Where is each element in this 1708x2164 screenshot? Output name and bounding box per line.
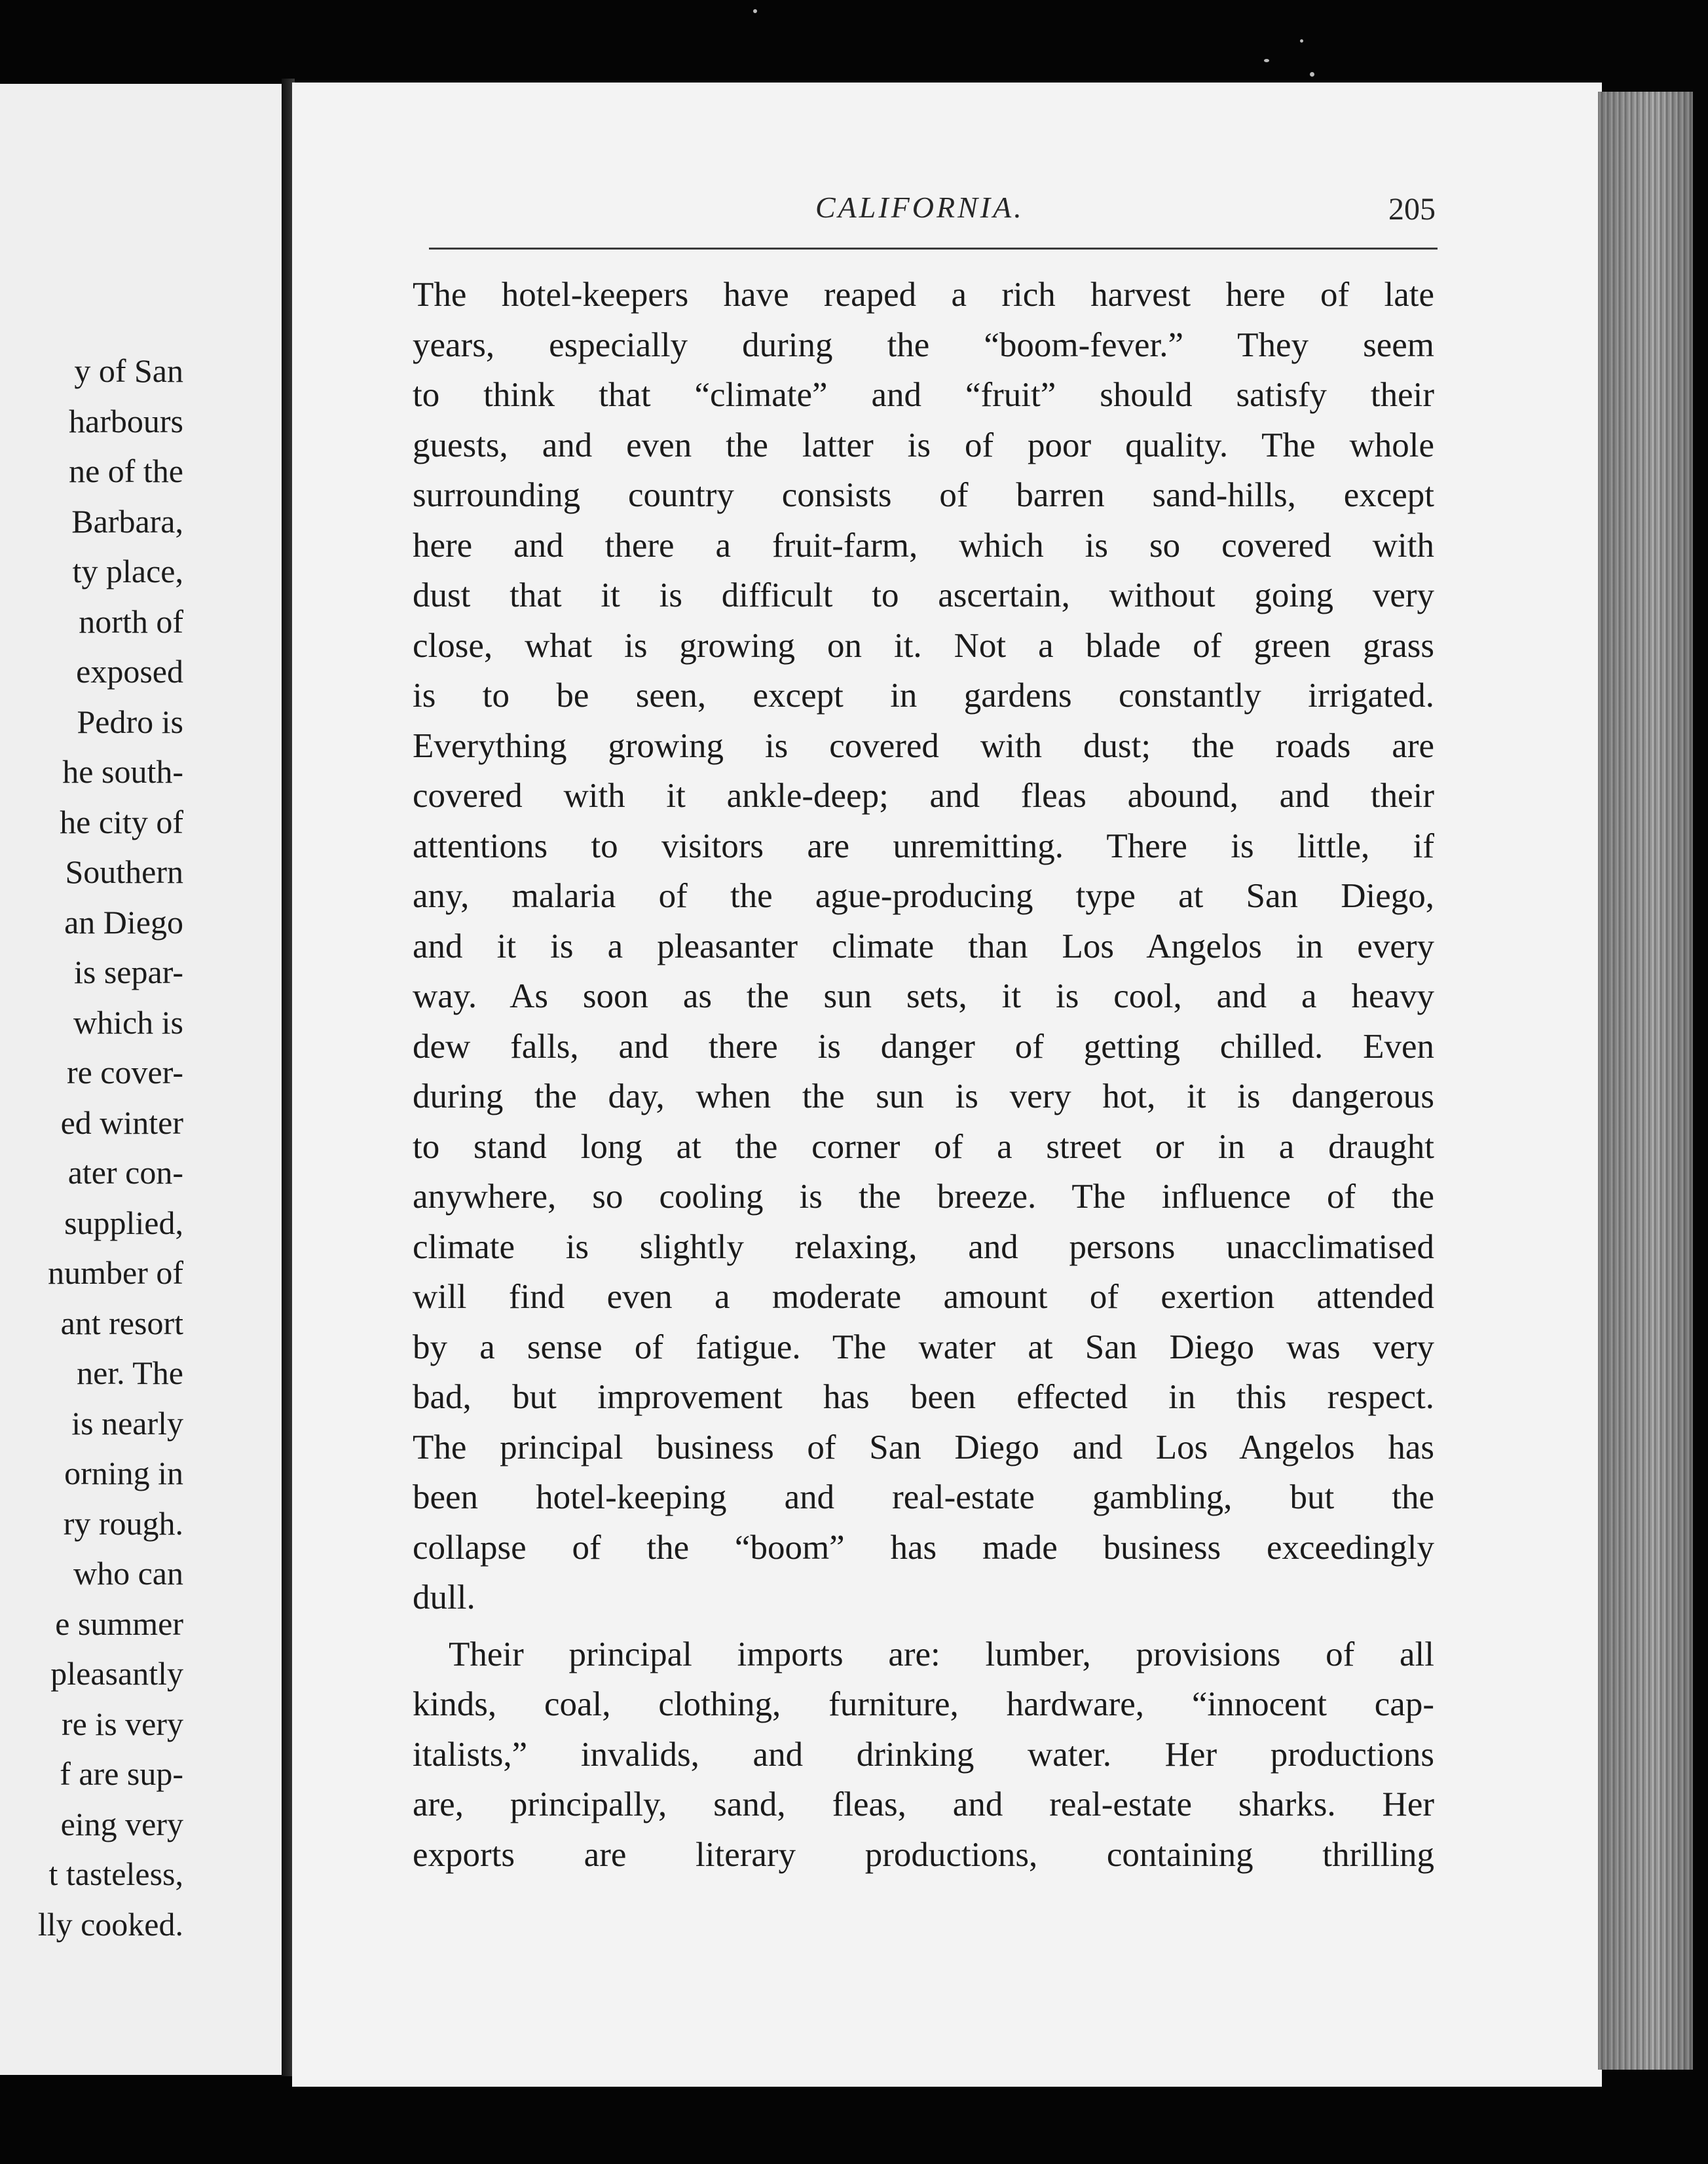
body-text <box>413 270 1434 1880</box>
left-page-line: Southern <box>65 853 183 890</box>
text-line: close, what is growing on it. Not a blade of green grass <box>413 626 1434 665</box>
left-page-line: ant resort <box>60 1304 183 1341</box>
left-page-line: Barbara, <box>71 502 183 540</box>
left-page-line: orning in <box>64 1455 183 1491</box>
left-page-line: north of <box>79 603 183 640</box>
text-line: to think that “climate” and “fruit” should satisfy their <box>413 376 1434 414</box>
left-page-line: Pedro is <box>77 703 183 740</box>
text-line: way. As soon as the sun sets, it is cool, and a heavy <box>413 977 1434 1015</box>
left-page <box>0 84 286 2075</box>
text-line: here and there a fruit-farm, which is so covered with <box>413 526 1434 565</box>
text-line: been hotel-keeping and real-estate gambling, but the <box>413 1478 1434 1516</box>
text-line: bad, but improvement has been effected in this respect. <box>413 1378 1434 1416</box>
text-line: Their principal imports are: lumber, provisions of all <box>449 1635 1434 1673</box>
left-page-line: ty place, <box>72 553 183 589</box>
text-line: dew falls, and there is danger of getting chilled. Even <box>413 1027 1434 1066</box>
text-line: italists,” invalids, and drinking water. Her productions <box>413 1735 1434 1774</box>
left-page-line: is nearly <box>71 1404 183 1442</box>
dust-speck <box>1300 39 1303 43</box>
left-page-line: re cover- <box>66 1054 183 1091</box>
left-page-line: ne of the <box>69 453 183 489</box>
left-page-line: ater con- <box>67 1154 183 1191</box>
dust-speck <box>1264 59 1269 62</box>
page-edges <box>1598 92 1693 2070</box>
text-line: surrounding country consists of barren sand-hills, except <box>413 476 1434 514</box>
dust-speck <box>753 9 757 13</box>
text-line: will find even a moderate amount of exertion attended <box>413 1278 1434 1316</box>
text-line: are, principally, sand, fleas, and real-estate sharks. Her <box>413 1785 1434 1823</box>
left-page-line: e summer <box>55 1605 183 1642</box>
left-page-line: lly cooked. <box>37 1905 183 1943</box>
left-page-line: f are sup- <box>60 1755 183 1792</box>
left-page-line: he south- <box>62 753 183 790</box>
text-line: during the day, when the sun is very hot, it is dangerous <box>413 1077 1434 1115</box>
left-page-line: re is very <box>61 1705 183 1742</box>
left-page-line: eing very <box>60 1805 183 1842</box>
page-number: 205 <box>1388 192 1436 227</box>
left-page-line: y of San <box>74 352 183 389</box>
dust-speck <box>1310 72 1314 77</box>
text-line: guests, and even the latter is of poor quality. The whole <box>413 426 1434 464</box>
left-page-line: harbours <box>69 402 183 439</box>
text-line: collapse of the “boom” has made business exceedingly <box>413 1528 1434 1567</box>
text-line: kinds, coal, clothing, furniture, hardware, “innocent cap- <box>413 1685 1434 1723</box>
left-page-line: pleasantly <box>50 1655 183 1692</box>
text-line: and it is a pleasanter climate than Los Angelos in every <box>413 927 1434 965</box>
text-line: dull. <box>413 1578 475 1616</box>
text-line: any, malaria of the ague-producing type at San Diego, <box>413 877 1434 915</box>
left-page-line: ry rough. <box>63 1504 183 1542</box>
left-page-line: he city of <box>60 803 183 840</box>
text-line: is to be seen, except in gardens constantly irrigated. <box>413 677 1434 715</box>
header-rule <box>429 248 1438 250</box>
text-line: to stand long at the corner of a street or in a draught <box>413 1127 1434 1166</box>
left-page-line: ner. The <box>77 1354 183 1391</box>
left-page-line: supplied, <box>64 1204 183 1241</box>
text-line: climate is slightly relaxing, and persons unacclimatised <box>413 1227 1434 1266</box>
text-line: dust that it is difficult to ascertain, without going very <box>413 576 1434 614</box>
text-line: anywhere, so cooling is the breeze. The influence of the <box>413 1178 1434 1216</box>
text-line: The principal business of San Diego and Los Angelos has <box>413 1428 1434 1466</box>
left-page-line: an Diego <box>64 903 183 941</box>
text-line: The hotel-keepers have reaped a rich harvest here of late <box>413 276 1434 314</box>
text-line: exports are literary productions, containing thrilling <box>413 1835 1434 1874</box>
running-head: CALIFORNIA. <box>815 191 1024 224</box>
text-line: attentions to visitors are unremitting. There is little, if <box>413 827 1434 865</box>
text-line: covered with it ankle-deep; and fleas abound, and their <box>413 777 1434 815</box>
left-page-line: is separ- <box>74 954 183 990</box>
left-page-text <box>0 346 183 1949</box>
text-line: years, especially during the “boom-fever.” They seem <box>413 326 1434 364</box>
left-page-line: who can <box>73 1555 183 1592</box>
text-line: by a sense of fatigue. The water at San Diego was very <box>413 1328 1434 1366</box>
text-line: Everything growing is covered with dust; the roads are <box>413 726 1434 765</box>
left-page-line: t tasteless, <box>48 1856 183 1892</box>
left-page-line: which is <box>73 1003 183 1041</box>
left-page-line: ed winter <box>60 1104 183 1141</box>
left-page-line: number of <box>48 1254 183 1291</box>
left-page-line: exposed <box>76 653 183 690</box>
